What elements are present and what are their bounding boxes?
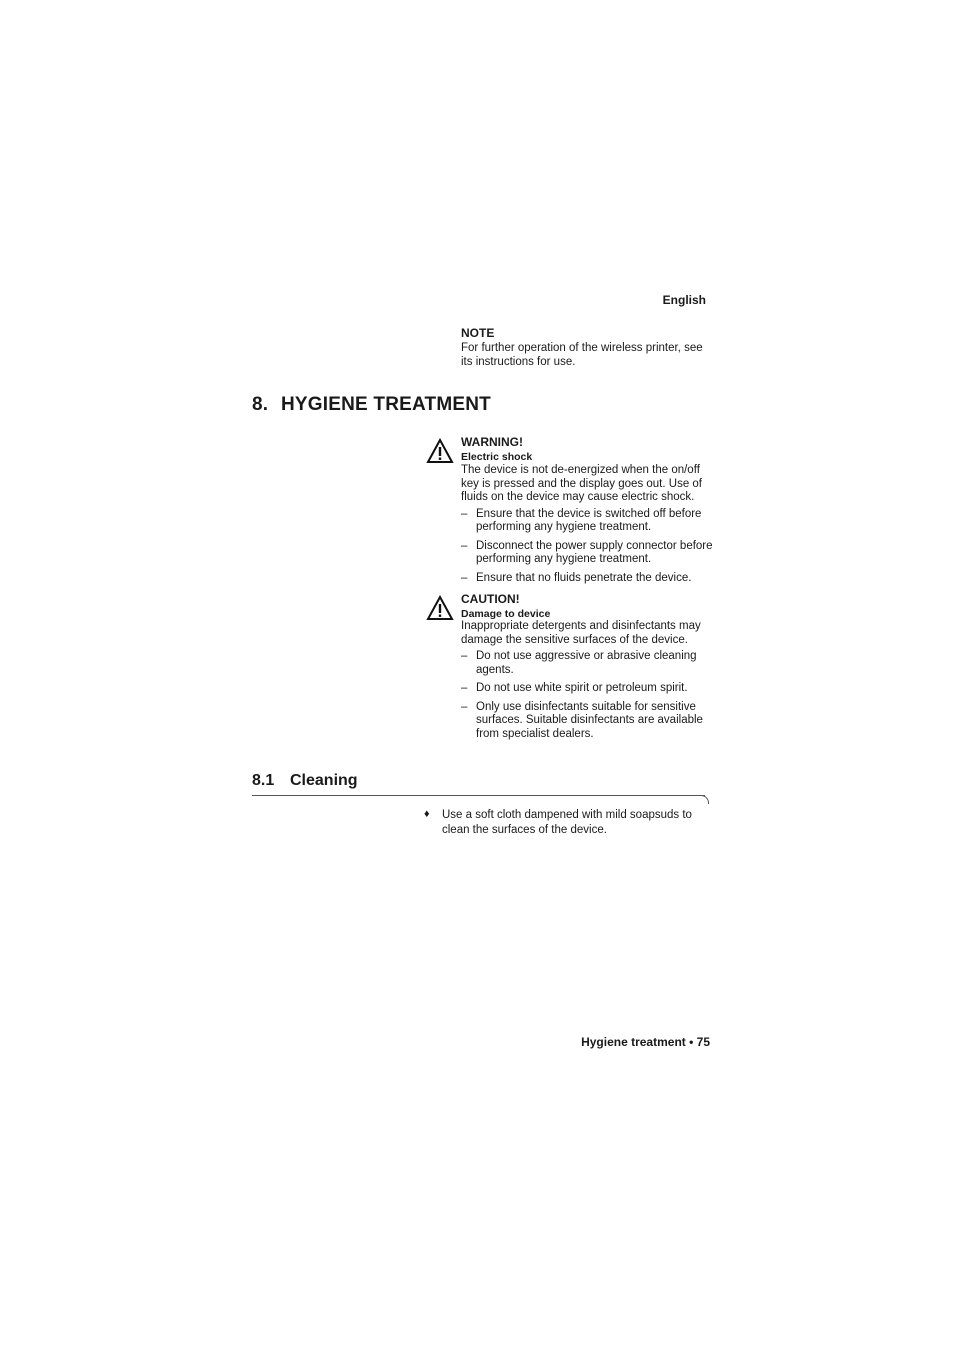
warning-title: WARNING!: [461, 435, 523, 449]
dash-marker: –: [461, 682, 468, 694]
cleaning-instruction: Use a soft cloth dampened with mild soapsuds to clean the surfaces of the device.: [442, 809, 692, 836]
list-item: [461, 682, 713, 696]
section-heading: [252, 394, 491, 416]
note-title: NOTE: [461, 326, 495, 340]
list-item-text: Do not use aggressive or abrasive cleaning agents.: [476, 650, 697, 676]
list-item-text: Ensure that no fluids penetrate the device.: [476, 571, 692, 584]
section-title: HYGIENE TREATMENT: [281, 394, 491, 415]
subsection-number: 8.1: [252, 772, 275, 789]
subsection-title: Cleaning: [290, 772, 358, 789]
warning-block: [461, 435, 713, 585]
warning-triangle-icon: [426, 438, 454, 464]
list-item: [461, 701, 713, 742]
dash-marker: –: [461, 571, 468, 584]
list-item-text: Do not use white spirit or petroleum spirit.: [476, 682, 688, 694]
caution-subtitle: Damage to device: [461, 608, 551, 620]
dash-marker: –: [461, 539, 468, 552]
caution-triangle-icon: [426, 595, 454, 621]
caution-title: CAUTION!: [461, 592, 520, 606]
caution-text: Inappropriate detergents and disinfectants may damage the sensitive surfaces of the device.: [461, 620, 701, 646]
heading-rule-hook: [700, 795, 709, 804]
dash-marker: –: [461, 650, 468, 662]
list-item: [461, 572, 713, 586]
diamond-bullet-icon: ♦: [424, 808, 430, 820]
list-item: [461, 650, 713, 677]
caution-block: [461, 592, 713, 741]
warning-subtitle: Electric shock: [461, 451, 533, 463]
list-item-text: Only use disinfectants suitable for sensitive surfaces. Suitable disinfectants are available from specialist dealers.: [476, 700, 703, 740]
language-label: English: [662, 293, 706, 307]
list-item-text: Ensure that the device is switched off before performing any hygiene treatment.: [476, 507, 702, 533]
note-text: For further operation of the wireless printer, see its instructions for use.: [461, 342, 703, 368]
page-footer: Hygiene treatment • 75: [581, 1035, 710, 1049]
list-item: [461, 540, 713, 567]
warning-text: The device is not de-energized when the on/off key is pressed and the display goes out. Use of fluids on the device may cause electric shock.: [461, 464, 703, 503]
subsection-heading: [252, 772, 358, 790]
dash-marker: –: [461, 507, 468, 520]
section-number: 8.: [252, 394, 269, 415]
heading-rule: [252, 795, 705, 796]
list-item-text: Disconnect the power supply connector before performing any hygiene treatment.: [476, 539, 713, 565]
dash-marker: –: [461, 700, 468, 713]
list-item: [461, 508, 713, 535]
